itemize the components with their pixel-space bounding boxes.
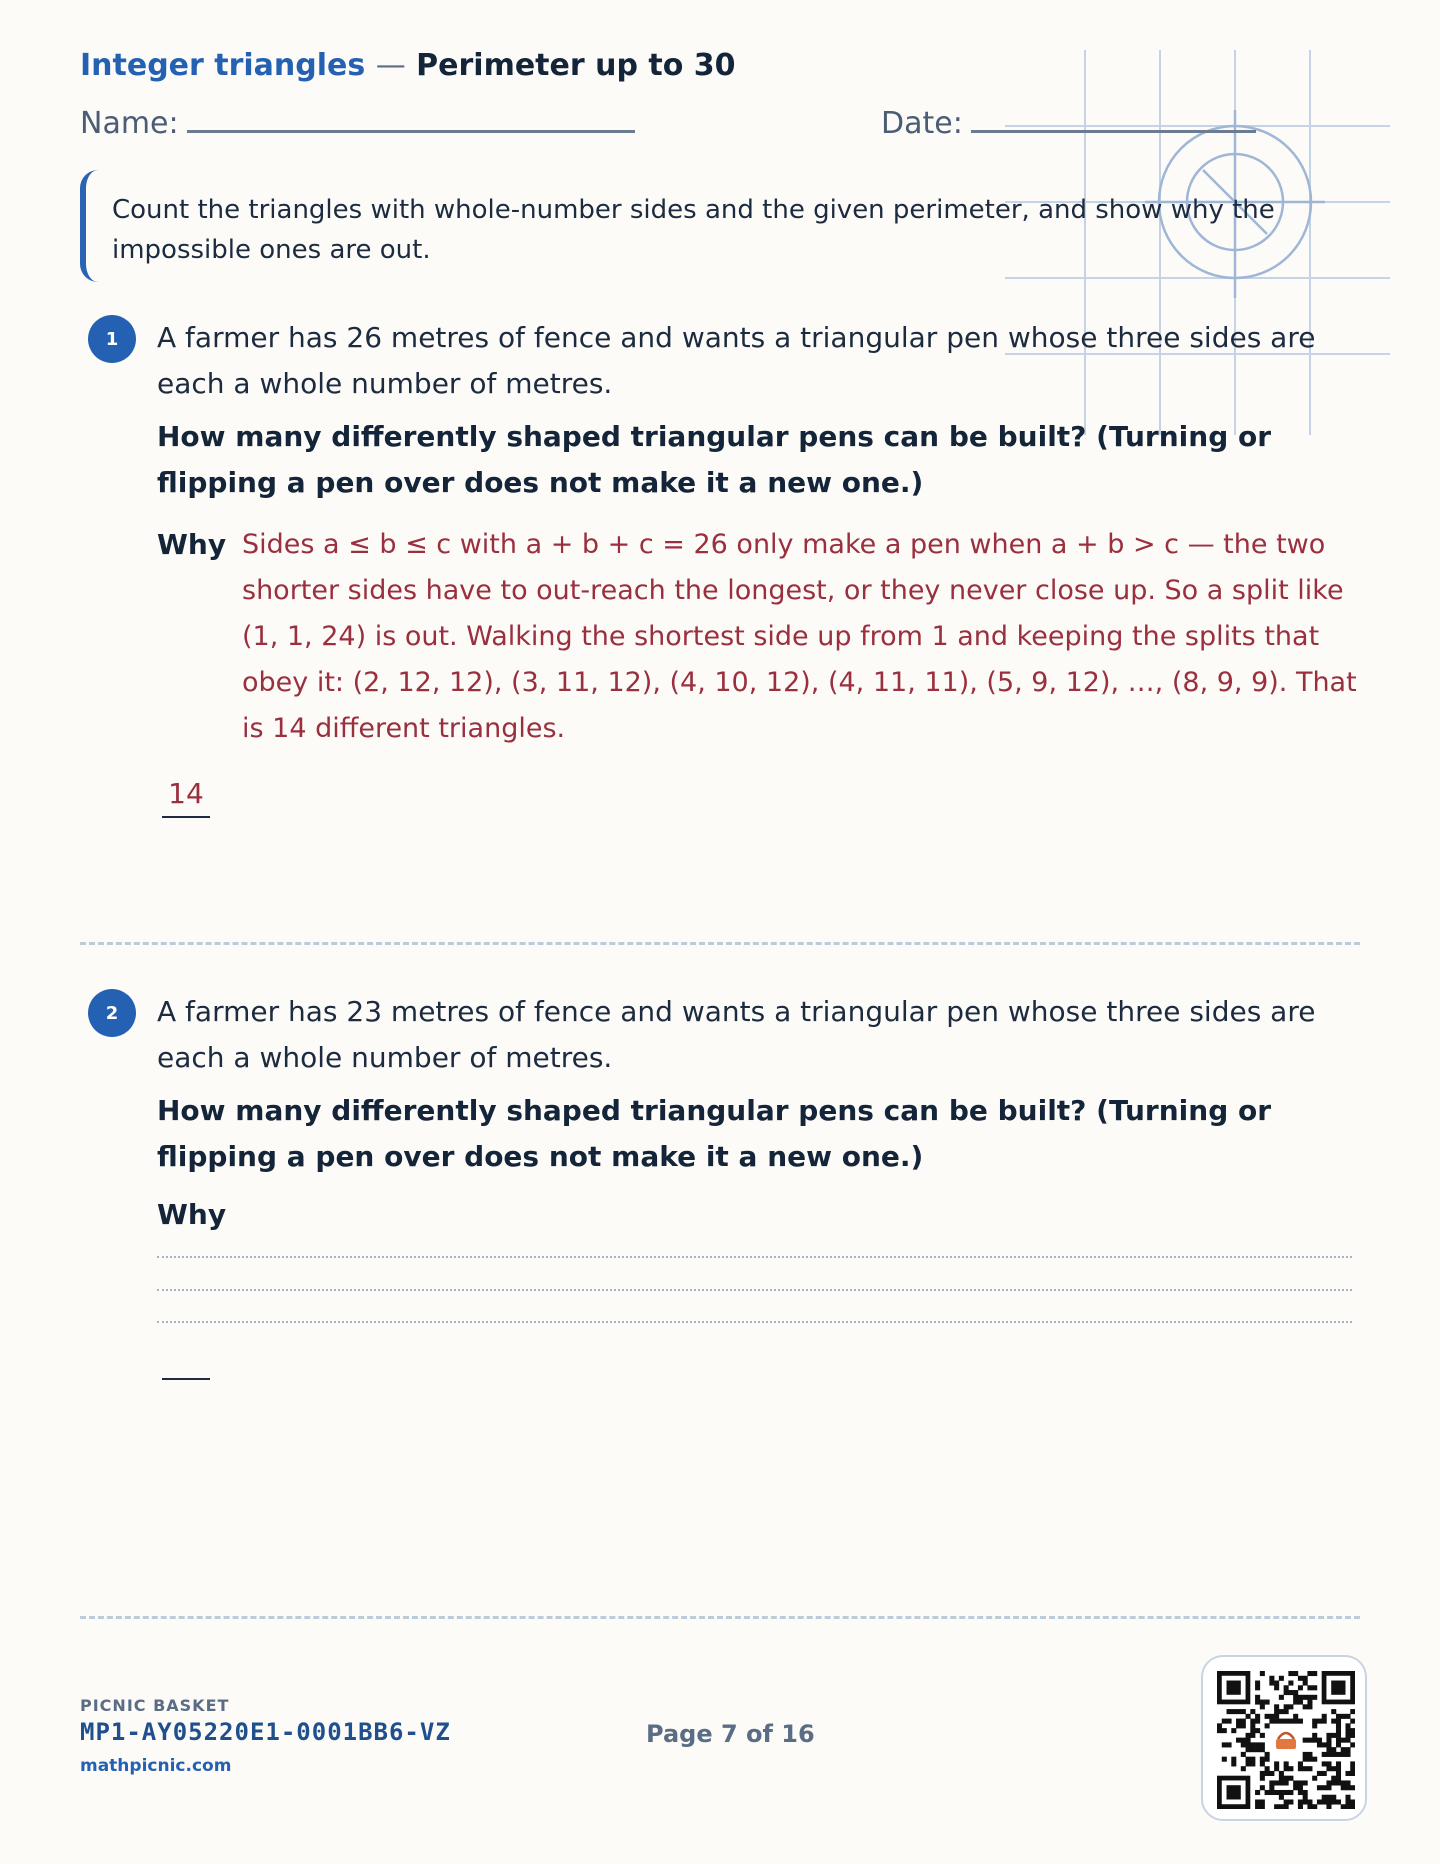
question-1-answer[interactable]: 14 (162, 772, 210, 818)
name-field (80, 106, 635, 141)
question-2-writing-line[interactable] (157, 1289, 1352, 1291)
qr-code (1201, 1655, 1367, 1821)
page-number: Page 7 of 16 (646, 1720, 815, 1748)
question-2-text: A farmer has 23 metres of fence and wants a triangular pen whose three sides are each a whole number of metres. (157, 995, 1316, 1074)
name-label: Name: (80, 106, 179, 141)
basket-icon (1272, 1726, 1300, 1754)
question-2-why-label: Why (157, 1198, 227, 1231)
date-field (881, 106, 1256, 141)
footer-url[interactable]: mathpicnic.com (80, 1756, 232, 1776)
footer-divider (80, 1616, 1360, 1619)
page-title (80, 48, 736, 83)
question-2-number: 2 (88, 989, 136, 1037)
instructions-callout (80, 170, 1300, 282)
footer-brand: PICNIC BASKET (80, 1696, 230, 1715)
question-1-text: A farmer has 26 metres of fence and wants a triangular pen whose three sides are each a whole number of metres. (157, 321, 1316, 400)
title-sub: Perimeter up to 30 (416, 48, 736, 83)
title-separator: — (375, 48, 406, 83)
qr-code-pattern (1217, 1671, 1355, 1809)
question-1-why-text: Sides a ≤ b ≤ c with a + b + c = 26 only make a pen when a + b > c — the two shorter sides have to out-reach the longest, or they never close up. So a split like (1, 1, 24) is out. Walking the shortest side up from 1 and keeping the splits that obey it: (2, 12, 12), (3, 11, 12), (4, 10, 12), (4, 11, 11), (5, 9, 12), …, (8, 9, 9). That is 14 different triangles. (242, 529, 1357, 744)
question-2-ask: How many differently shaped triangular pens can be built? (Turning or flipping a pen over does not make it a new one.) (157, 1094, 1272, 1173)
date-input-line[interactable] (971, 110, 1256, 133)
question-1-number: 1 (88, 315, 136, 363)
question-2-writing-line[interactable] (157, 1321, 1352, 1323)
name-input-line[interactable] (187, 110, 635, 133)
question-2-writing-line[interactable] (157, 1256, 1352, 1258)
title-main: Integer triangles (80, 48, 366, 83)
question-1-ask: How many differently shaped triangular pens can be built? (Turning or flipping a pen over does not make it a new one.) (157, 420, 1272, 499)
section-divider (80, 942, 1360, 945)
worksheet-code: MP1-AY05220E1-0001BB6-VZ (80, 1718, 451, 1746)
date-label: Date: (881, 106, 963, 141)
question-2-answer-blank[interactable] (162, 1378, 210, 1380)
instructions-text: Count the triangles with whole-number sides and the given perimeter, and show why the impossible ones are out. (112, 195, 1275, 265)
question-1-why-label: Why (157, 528, 227, 561)
